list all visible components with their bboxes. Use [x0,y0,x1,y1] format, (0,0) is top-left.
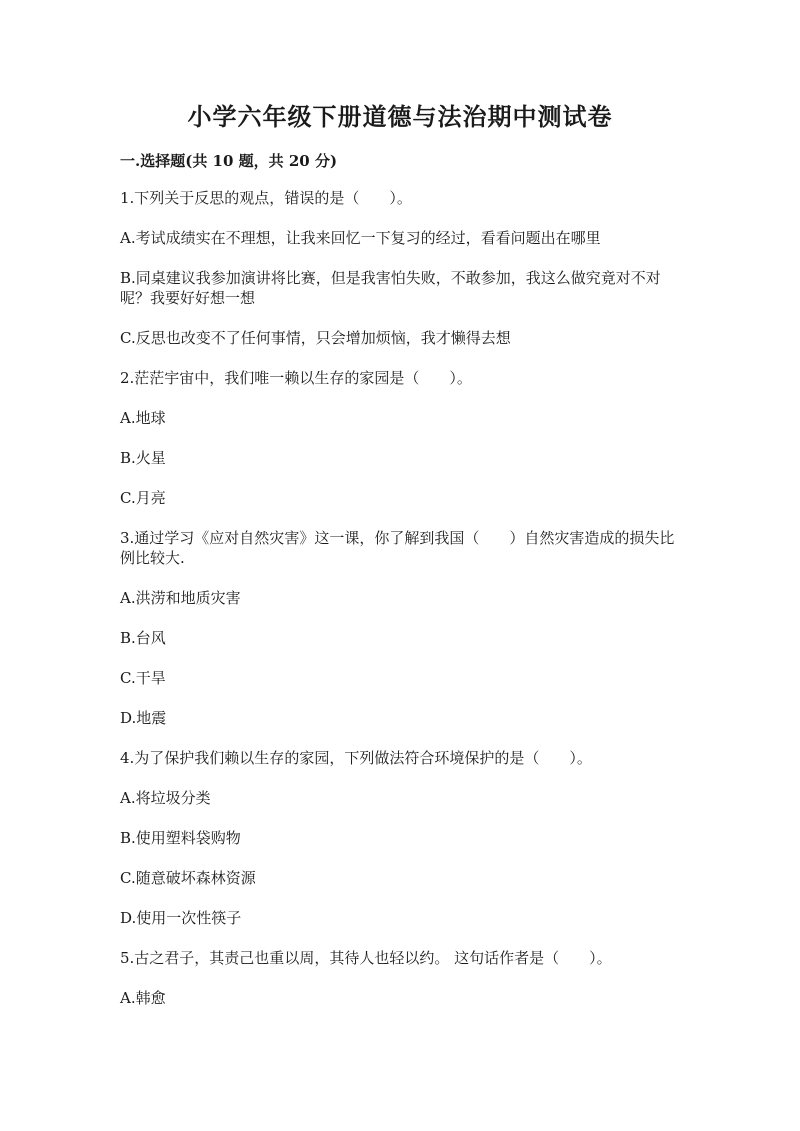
question-1-option-a: A.考试成绩实在不理想，让我来回忆一下复习的经过，看看问题出在哪里 [120,229,601,247]
question-3-stem: 3.通过学习《应对自然灾害》这一课，你了解到我国（ ）自然灾害造成的损失比例比较大. [120,529,675,567]
question-3-option-d: D.地震 [120,709,167,727]
question-1-option-b: B.同桌建议我参加演讲将比赛，但是我害怕失败，不敢参加，我这么做究竟对不对呢？我要好好想一想 [120,269,661,307]
question-4-stem: 4.为了保护我们赖以生存的家园，下列做法符合环境保护的是（ ）。 [120,749,592,767]
question-2-option-c: C.月亮 [120,489,166,507]
question-2-option-b: B.火星 [120,449,166,467]
question-1-stem: 1.下列关于反思的观点，错误的是（ ）。 [120,189,412,207]
section-heading: 一.选择题(共 10 题，共 20 分) [120,152,338,170]
question-1-option-c: C.反思也改变不了任何事情，只会增加烦恼，我才懒得去想 [120,329,511,347]
question-5-option-a: A.韩愈 [120,989,166,1007]
question-4-option-b: B.使用塑料袋购物 [120,829,241,847]
question-5-stem: 5.古之君子，其责己也重以周，其待人也轻以约。 这句话作者是（ ）。 [120,949,612,967]
question-2-option-a: A.地球 [120,409,166,427]
question-4-option-a: A.将垃圾分类 [120,789,211,807]
question-3-option-b: B.台风 [120,629,166,647]
question-3-option-c: C.干旱 [120,669,166,687]
question-4-option-c: C.随意破坏森林资源 [120,869,256,887]
question-4-option-d: D.使用一次性筷子 [120,909,242,927]
page-title: 小学六年级下册道德与法治期中测试卷 [187,102,613,131]
question-2-stem: 2.茫茫宇宙中，我们唯一赖以生存的家园是（ ）。 [120,369,472,387]
question-3-option-a: A.洪涝和地质灾害 [120,589,241,607]
